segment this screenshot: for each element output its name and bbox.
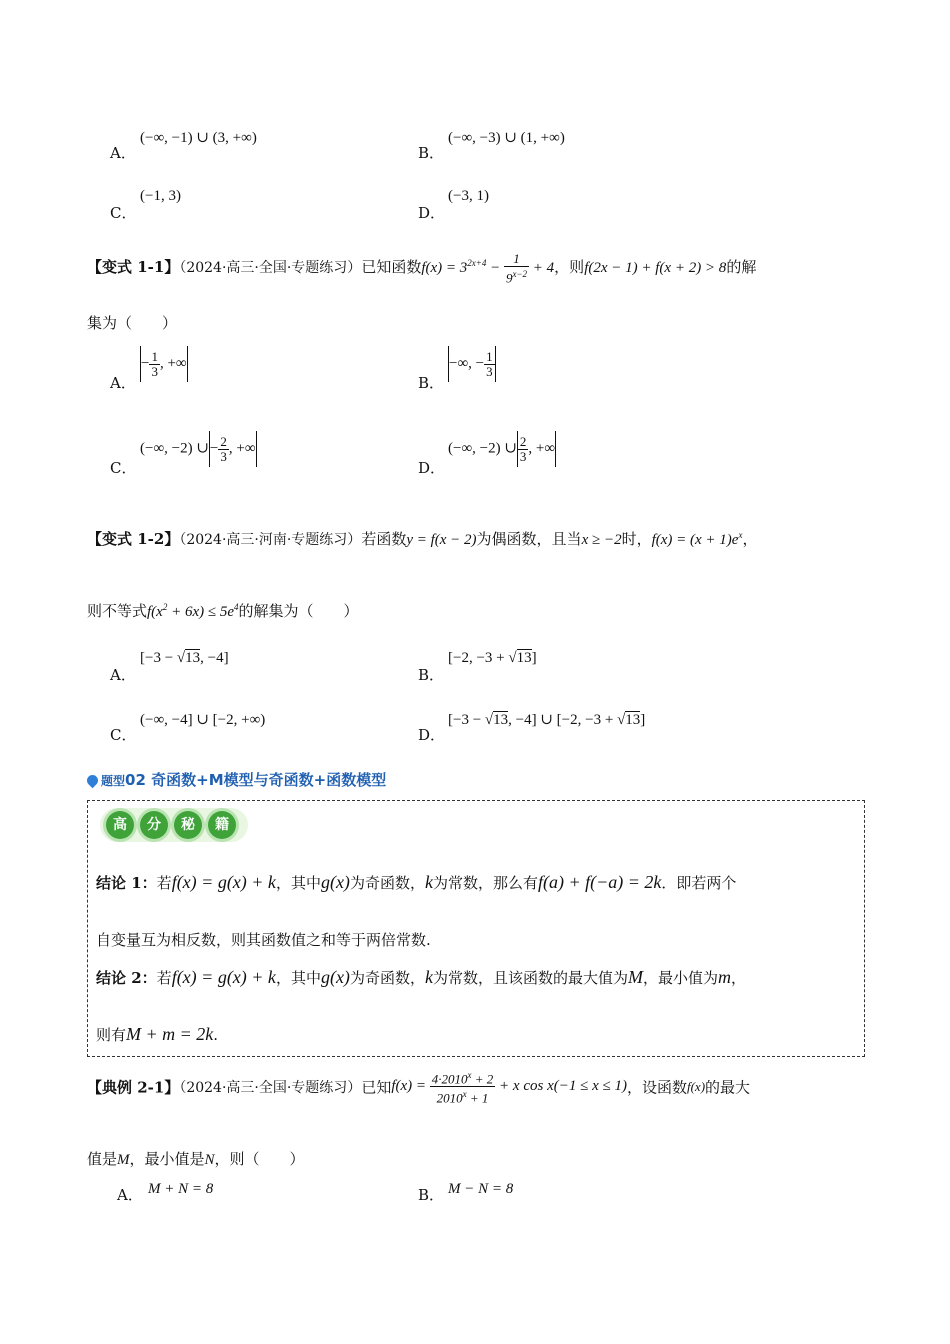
option-a-math: (−∞, −1) ∪ (3, +∞) [140, 130, 257, 146]
conclusion-2-line2: 则有M + m = 2k. [96, 1024, 219, 1044]
option-b-label: B． [418, 666, 445, 684]
option-a-math: [−3 − √13, −4] [140, 650, 229, 666]
badge-char: 高 [106, 811, 134, 839]
badge-char: 秘 [174, 811, 202, 839]
option-c-label: C． [110, 726, 137, 744]
pin-icon [85, 773, 101, 789]
source-note: （2024·高三·全国·专题练习） [179, 260, 362, 277]
variant-tag: 【变式 1-2】 [87, 530, 180, 548]
option-d-math: (−∞, −2) ∪ $\frac{2}{3}$ , +∞ [448, 431, 556, 467]
option-c-label: C． [110, 204, 137, 222]
option-d-math: (−3, 1) [448, 188, 489, 204]
conclusion-1: 结论 1：若f(x) = g(x) + k，其中g(x)为奇函数，k为常数，那么有f(a) + f(−a) = 2k．即若两个 [96, 872, 737, 892]
option-b-label: B． [418, 374, 445, 392]
option-d-label: D． [418, 726, 446, 744]
option-d-label: D． [418, 459, 446, 477]
tips-badges [100, 808, 248, 842]
option-b-label: B． [418, 144, 445, 162]
source-note: （2024·高三·河南·专题练习） [179, 532, 362, 548]
stem-text: ，则 [554, 258, 585, 277]
option-d-math: [−3 − √13, −4] ∪ [−2, −3 + √13] [448, 712, 646, 728]
section-heading: 题型02 奇函数+M模型与奇函数+函数模型 [87, 769, 386, 790]
option-a-math: − $\frac{1}{3}$ , +∞ [140, 346, 188, 382]
variant-tag: 【变式 1-1】 [87, 258, 180, 277]
option-a-label: A． [110, 666, 136, 684]
option-c-math: (−1, 3) [140, 188, 181, 204]
option-b-math: M − N = 8 [448, 1181, 514, 1197]
stem-text: 的解 [726, 258, 757, 277]
option-a-label: A． [117, 1186, 143, 1204]
badge-char: 籍 [208, 811, 236, 839]
option-c-math: (−∞, −2) ∪− $\frac{2}{3}$ , +∞ [140, 431, 257, 467]
option-b-label: B． [418, 1186, 445, 1204]
option-b-math: −∞, − $\frac{1}{3}$ [448, 346, 496, 382]
option-c-math: (−∞, −4] ∪ [−2, +∞) [140, 712, 266, 728]
conclusion-1-line2: 自变量互为相反数，则其函数值之和等于两倍常数. [96, 931, 431, 949]
option-d-label: D． [418, 204, 446, 222]
conclusion-2: 结论 2：若f(x) = g(x) + k，其中g(x)为奇函数，k为常数，且该函数的最大值为M，最小值为m， [96, 967, 746, 987]
function-def: $f(x) = 3^{2x+4}$ − $\frac{1}{9^{x-2}}$ + 4 [421, 251, 555, 286]
option-b-math: (−∞, −3) ∪ (1, +∞) [448, 130, 565, 146]
inequality: $f(x^2 + 6x) \le 5e^4$ [147, 602, 239, 620]
function-shift: y = f(x − 2) [406, 532, 477, 548]
domain-condition: x ≥ −2 [581, 532, 622, 548]
option-c-label: C． [110, 459, 137, 477]
function-def: f(x) = $\frac{4\cdot 2010^x + 2}{2010^x + 1}$ + x cos x(−1 ≤ x ≤ 1) [391, 1070, 627, 1106]
inequality: f(2x − 1) + f(x + 2) > 8 [584, 260, 727, 277]
example-2-1-stem: 【典例 2-1】（2024·高三·全国·专题练习）已知f(x) = $\frac{4\cdot 2010^x + 2}{2010^x + 1}$ + x cos x(−1 ≤ x ≤ 1)，设函数f(x)的最大 [87, 1070, 751, 1106]
variant-1-2-stem: 【变式 1-2】（2024·高三·河南·专题练习）若函数y = f(x − 2)为偶函数，且当x ≥ −2时，$f(x) = (x + 1)e^x$， [87, 530, 758, 548]
option-a-label: A． [110, 374, 136, 392]
variant-1-1-stem-line2: 集为（ ） [87, 314, 178, 332]
badge-char: 分 [140, 811, 168, 839]
option-b-math: [−2, −3 + √13] [448, 650, 537, 666]
variant-1-2-stem-line2: 则不等式$f(x^2 + 6x) \le 5e^4$的解集为（ ） [87, 602, 359, 620]
option-a-label: A． [110, 144, 136, 162]
example-2-1-stem-line2: 值是M，最小值是N，则（ ） [87, 1150, 305, 1168]
option-a-math: M + N = 8 [148, 1181, 214, 1197]
stem-text: 已知函数 [361, 258, 422, 277]
function-def: $f(x) = (x + 1)e^x$ [651, 530, 743, 548]
variant-1-1-stem [87, 252, 756, 285]
